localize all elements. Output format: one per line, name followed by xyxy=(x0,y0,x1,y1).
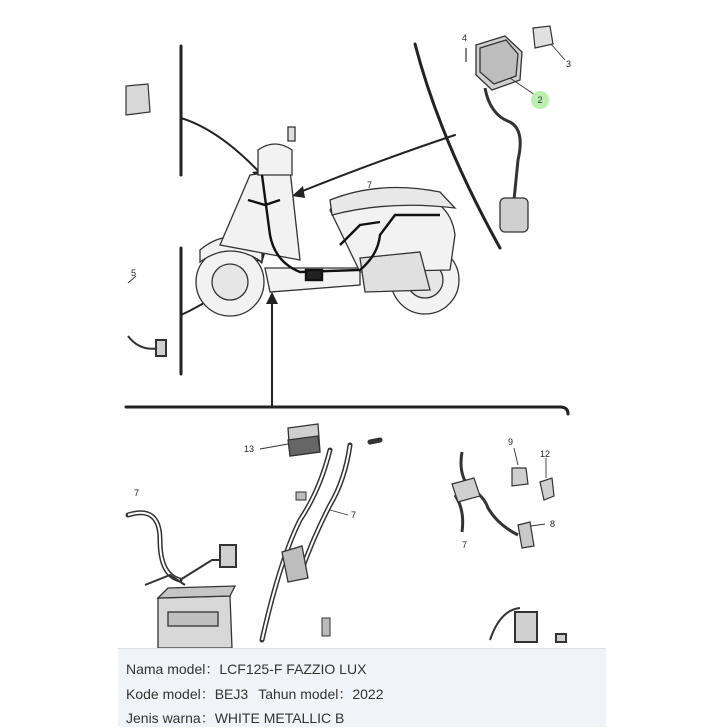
harness-clamp xyxy=(282,546,308,582)
model-year-label: Tahun model xyxy=(258,686,339,702)
model-code-row xyxy=(126,684,384,704)
model-name-value: LCF125-F FAZZIO LUX xyxy=(219,661,367,677)
leader-arrow-right xyxy=(300,135,455,192)
arrowhead-right xyxy=(292,186,305,198)
part-7-harness-bottom-left-inner xyxy=(128,513,180,580)
bottom-divider xyxy=(126,407,568,414)
part-2-cable xyxy=(485,88,520,200)
part-bottom-right-lower xyxy=(490,608,566,642)
callout-12: 12 xyxy=(540,449,551,459)
part-relay-partial xyxy=(126,84,150,115)
part-7-harness-bottom-mid-inner xyxy=(262,445,350,640)
callout-13: 13 xyxy=(244,444,255,454)
model-year-value: 2022 xyxy=(352,686,384,702)
color-value: WHITE METALLIC B xyxy=(214,710,345,726)
callout-9: 9 xyxy=(508,437,514,447)
callout-8: 8 xyxy=(550,519,556,529)
leader-7-mid xyxy=(330,510,348,515)
part-3-cap xyxy=(533,26,553,48)
model-name-row xyxy=(126,659,366,679)
part-5-harness-partial xyxy=(128,336,166,356)
part-bottom-right-body xyxy=(452,478,480,502)
handlebar-top xyxy=(258,144,292,175)
model-name-label: Nama model xyxy=(126,661,206,677)
part-9-sensor xyxy=(512,468,528,486)
callout-7-bottom-mid: 7 xyxy=(351,510,357,520)
color-label: Jenis warna xyxy=(126,710,201,726)
leader-arrow-left-top xyxy=(181,118,262,175)
separator: ： xyxy=(200,710,215,726)
callout-3: 3 xyxy=(566,59,572,69)
callout-2: 2 xyxy=(531,91,549,109)
arrowhead-bottom xyxy=(266,292,278,304)
front-panel xyxy=(220,170,300,260)
callout-7-scooter: 7 xyxy=(367,180,373,190)
model-info-panel xyxy=(118,648,606,727)
callout-7-bottom-right: 7 xyxy=(462,540,468,550)
callout-4: 4 xyxy=(462,33,468,43)
part-7-harness-bottom-left xyxy=(128,513,180,580)
part-12-bracket xyxy=(540,478,554,500)
scooter-illustration xyxy=(196,127,459,316)
callout-5: 5 xyxy=(131,268,137,278)
battery xyxy=(158,586,235,648)
separator: ： xyxy=(338,686,353,702)
model-code-value: BEJ3 xyxy=(214,686,249,702)
part-13-relay xyxy=(288,424,320,456)
model-code-label: Kode model xyxy=(126,686,201,702)
color-row xyxy=(126,708,344,728)
separator: ： xyxy=(205,661,220,677)
separator: ： xyxy=(200,686,215,702)
mirror xyxy=(288,127,295,141)
leader-13 xyxy=(260,444,288,449)
callout-7-bottom-left: 7 xyxy=(134,488,140,498)
part-7-harness-bottom-mid xyxy=(262,440,380,640)
part-2-connector xyxy=(500,198,528,232)
